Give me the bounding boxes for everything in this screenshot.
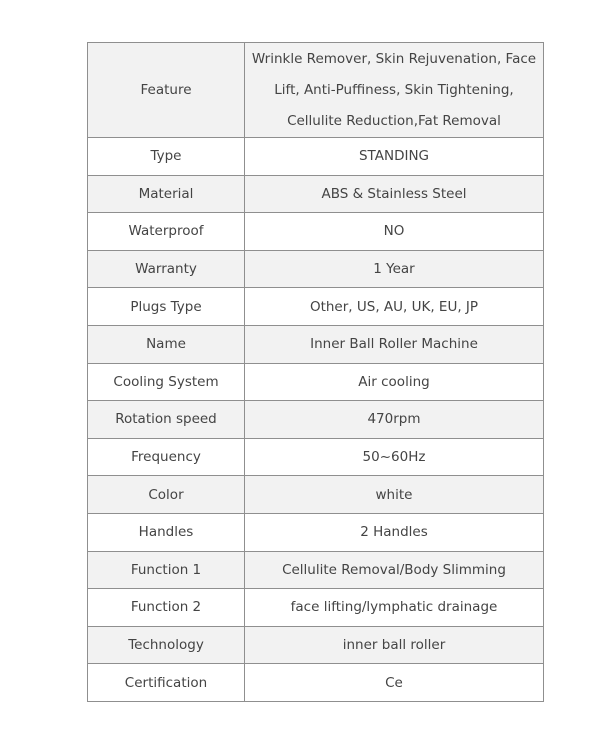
row-value: Other, US, AU, UK, EU, JP <box>245 288 544 326</box>
row-label: Rotation speed <box>88 401 245 439</box>
table-row-certification <box>88 664 544 702</box>
table-row-function-1 <box>88 551 544 589</box>
row-label: Type <box>88 138 245 176</box>
table-row-function-2 <box>88 589 544 627</box>
table-row-rotation-speed <box>88 401 544 439</box>
table-row-feature <box>88 43 544 138</box>
row-value: 2 Handles <box>245 513 544 551</box>
row-label: Certification <box>88 664 245 702</box>
row-value: Cellulite Removal/Body Slimming <box>245 551 544 589</box>
row-value: STANDING <box>245 138 544 176</box>
table-row-handles <box>88 513 544 551</box>
row-value: inner ball roller <box>245 626 544 664</box>
row-value: face lifting/lymphatic drainage <box>245 589 544 627</box>
row-label: Plugs Type <box>88 288 245 326</box>
row-label: Name <box>88 325 245 363</box>
row-value: 1 Year <box>245 250 544 288</box>
row-label: Function 1 <box>88 551 245 589</box>
table-row-plugs-type <box>88 288 544 326</box>
row-label: Technology <box>88 626 245 664</box>
table-row-technology <box>88 626 544 664</box>
table-row-color <box>88 476 544 514</box>
row-value: 470rpm <box>245 401 544 439</box>
row-label: Material <box>88 175 245 213</box>
row-label: Cooling System <box>88 363 245 401</box>
table-row-material <box>88 175 544 213</box>
table-row-cooling-system <box>88 363 544 401</box>
row-label: Function 2 <box>88 589 245 627</box>
row-value: Wrinkle Remover, Skin Rejuvenation, Face Lift, Anti-Puffiness, Skin Tightening, Cellulite Reduction,Fat Removal <box>245 43 544 138</box>
row-value: white <box>245 476 544 514</box>
row-label: Handles <box>88 513 245 551</box>
row-label: Color <box>88 476 245 514</box>
row-value: NO <box>245 213 544 251</box>
row-value: Inner Ball Roller Machine <box>245 325 544 363</box>
table-row-type <box>88 138 544 176</box>
table-row-frequency <box>88 438 544 476</box>
row-label: Warranty <box>88 250 245 288</box>
row-value: 50~60Hz <box>245 438 544 476</box>
row-value: Ce <box>245 664 544 702</box>
table-row-warranty <box>88 250 544 288</box>
spec-table-body <box>88 43 544 702</box>
row-value: ABS & Stainless Steel <box>245 175 544 213</box>
row-label: Waterproof <box>88 213 245 251</box>
row-value: Air cooling <box>245 363 544 401</box>
row-label: Feature <box>88 43 245 138</box>
table-row-waterproof <box>88 213 544 251</box>
spec-table <box>87 42 544 702</box>
row-label: Frequency <box>88 438 245 476</box>
table-row-name <box>88 325 544 363</box>
